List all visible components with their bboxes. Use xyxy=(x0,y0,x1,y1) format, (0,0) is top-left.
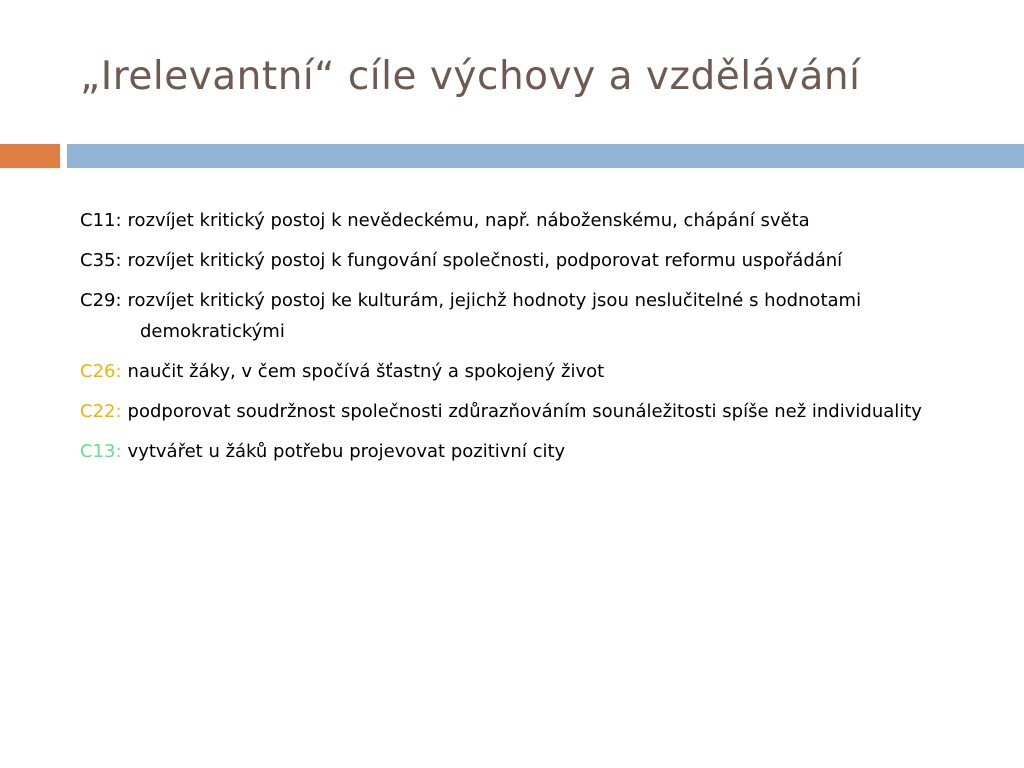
list-item xyxy=(80,205,1000,236)
goal-text: rozvíjet kritický postoj k nevědeckému, např. náboženskému, chápání světa xyxy=(127,210,810,231)
goal-code: C35: xyxy=(80,250,122,271)
goal-text: naučit žáky, v čem spočívá šťastný a spokojený život xyxy=(127,361,605,382)
goal-code: C13: xyxy=(80,441,122,462)
list-item xyxy=(80,396,1000,427)
list-item xyxy=(80,245,1000,276)
goal-text: vytvářet u žáků potřebu projevovat pozitivní city xyxy=(127,441,566,462)
goal-code: C26: xyxy=(80,361,122,382)
goal-list xyxy=(80,205,1000,476)
goal-text: podporovat soudržnost společnosti zdůrazňováním sounáležitosti spíše než individuality xyxy=(127,401,922,422)
slide-title: „Irelevantní“ cíle výchovy a vzdělávání xyxy=(80,54,861,99)
goal-text: rozvíjet kritický postoj ke kulturám, jejichž hodnoty jsou neslučitelné s hodnotami demokratickými xyxy=(127,290,862,342)
goal-code: C22: xyxy=(80,401,122,422)
accent-bar-orange xyxy=(0,144,60,168)
goal-text: rozvíjet kritický postoj k fungování společnosti, podporovat reformu uspořádání xyxy=(127,250,843,271)
accent-bar-blue xyxy=(67,144,1024,168)
goal-code: C29: xyxy=(80,290,122,311)
list-item xyxy=(80,436,1000,467)
goal-code: C11: xyxy=(80,210,122,231)
list-item xyxy=(80,285,1000,347)
list-item xyxy=(80,356,1000,387)
